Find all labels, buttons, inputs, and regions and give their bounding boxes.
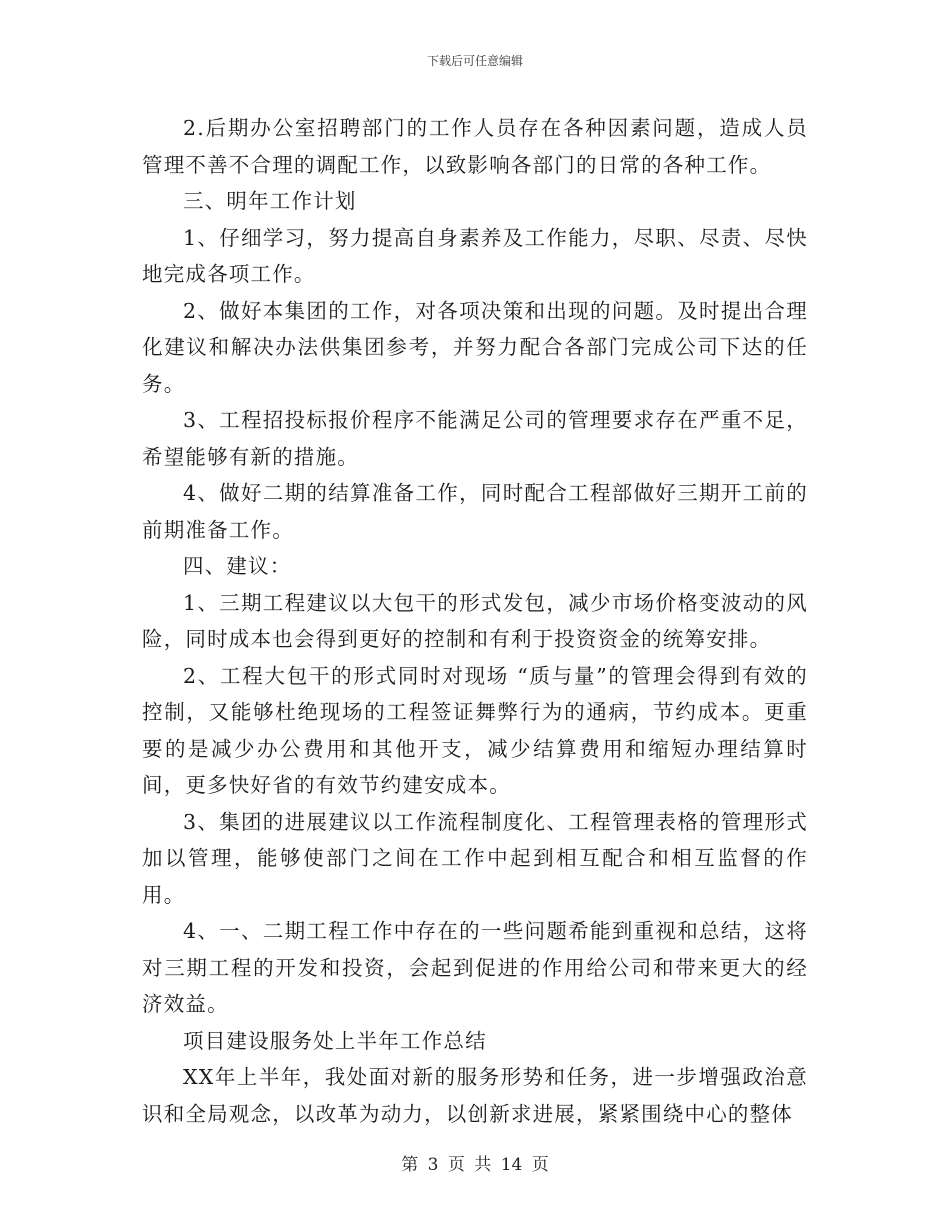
paragraph: 1、三期工程建议以大包干的形式发包，减少市场价格变波动的风险，同时成本也会得到更好的控制和有利于投资资金的统筹安排。 [142, 590, 808, 651]
document-body [142, 110, 808, 1132]
paragraph: XX年上半年，我处面对新的服务形势和任务，进一步增强政治意识和全局观念，以改革为动力，以创新求进展，紧紧围绕中心的整体 [142, 1065, 808, 1126]
paragraph: 4、做好二期的结算准备工作，同时配合工程部做好三期开工前的前期准备工作。 [142, 481, 808, 542]
section-heading: 三、明年工作计划 [183, 189, 357, 213]
page-header: 下载后可任意编辑 [426, 54, 523, 68]
paragraph: 4、一、二期工程工作中存在的一些问题希能到重视和总结，这将对三期工程的开发和投资，会起到促进的作用给公司和带来更大的经济效益。 [142, 919, 808, 1016]
paragraph: 3、集团的进展建议以工作流程制度化、工程管理表格的管理形式加以管理，能够使部门之间在工作中起到相互配合和相互监督的作用。 [142, 809, 808, 907]
paragraph: 2.后期办公室招聘部门的工作人员存在各种因素问题，造成人员管理不善不合理的调配工作，以致影响各部门的日常的各种工作。 [142, 116, 808, 177]
paragraph: 1、仔细学习，努力提高自身素养及工作能力，尽职、尽责、尽快地完成各项工作。 [142, 225, 808, 286]
section-heading: 四、建议： [183, 554, 292, 578]
document-title: 项目建设服务处上半年工作总结 [183, 1028, 487, 1053]
paragraph: 3、工程招投标报价程序不能满足公司的管理要求存在严重不足，希望能够有新的措施。 [142, 408, 808, 469]
paragraph: 2、做好本集团的工作，对各项决策和出现的问题。及时提出合理化建议和解决办法供集团参考，并努力配合各部门完成公司下达的任务。 [142, 298, 808, 396]
paragraph: 2、工程大包干的形式同时对现场 “质与量”的管理会得到有效的控制，又能够杜绝现场的工程签证舞弊行为的通病，节约成本。更重要的是减少办公费用和其他开支，减少结算费用和缩短办理结算时间，更多快好省的有效节约建安成本。 [142, 663, 808, 797]
page-number: 第 3 页 共 14 页 [401, 1155, 549, 1175]
